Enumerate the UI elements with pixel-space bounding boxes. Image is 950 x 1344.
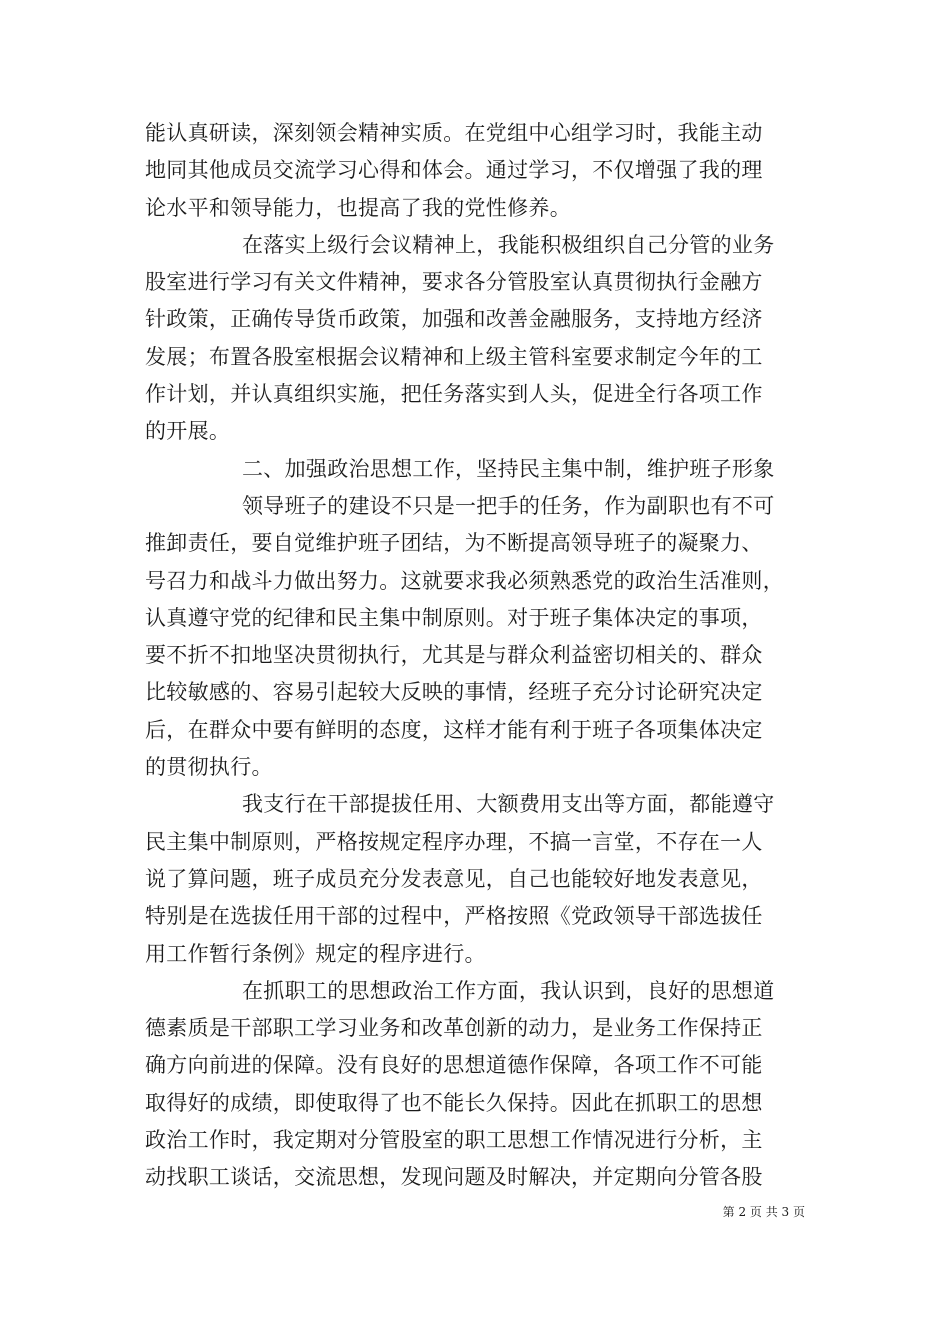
text-line: 作计划，并认真组织实施，把任务落实到人头，促进全行各项工作: [145, 382, 763, 407]
document-body: [145, 115, 810, 1197]
text-line: 论水平和领导能力，也提高了我的党性修养。: [145, 195, 571, 220]
text-line: 认真遵守党的纪律和民主集中制原则。对于班子集体决定的事项，: [145, 605, 763, 630]
text-line: 要不折不扣地坚决贯彻执行，尤其是与群众利益密切相关的、群众: [145, 643, 763, 668]
text-line: 政治工作时，我定期对分管股室的职工思想工作情况进行分析，主: [145, 1128, 763, 1153]
text-line: 针政策，正确传导货币政策，加强和改善金融服务，支持地方经济: [145, 307, 763, 332]
text-line: 说了算问题，班子成员充分发表意见，自己也能较好地发表意见，: [145, 866, 763, 891]
text-line: 的开展。: [145, 419, 231, 444]
text-line: 领导班子的建设不只是一把手的任务，作为副职也有不可: [242, 493, 775, 518]
text-line: 发展；布置各股室根据会议精神和上级主管科室要求制定今年的工: [145, 344, 763, 369]
text-line: 用工作暂行条例》规定的程序进行。: [145, 941, 486, 966]
text-line: 取得好的成绩，即使取得了也不能长久保持。因此在抓职工的思想: [145, 1090, 763, 1115]
text-line: 股室进行学习有关文件精神，要求各分管股室认真贯彻执行金融方: [145, 270, 763, 295]
text-line: 的贯彻执行。: [145, 755, 273, 780]
text-line: 在抓职工的思想政治工作方面，我认识到，良好的思想道: [242, 978, 775, 1003]
page-number: 第 2 页 共 3 页: [722, 1205, 805, 1219]
text-line: 地同其他成员交流学习心得和体会。通过学习，不仅增强了我的理: [145, 158, 763, 183]
text-line: 推卸责任，要自觉维护班子团结，为不断提高领导班子的凝聚力、: [145, 531, 763, 556]
text-line: 动找职工谈话，交流思想，发现问题及时解决，并定期向分管各股: [145, 1165, 763, 1190]
text-line: 后，在群众中要有鲜明的态度，这样才能有利于班子各项集体决定: [145, 717, 763, 742]
text-line: 能认真研读，深刻领会精神实质。在党组中心组学习时，我能主动: [145, 121, 763, 145]
section-heading: 二、加强政治思想工作，坚持民主集中制，维护班子形象: [242, 456, 775, 481]
text-line: 号召力和战斗力做出努力。这就要求我必须熟悉党的政治生活准则，: [145, 568, 784, 593]
text-line: 我支行在干部提拔任用、大额费用支出等方面，都能遵守: [242, 792, 775, 817]
text-line: 比较敏感的、容易引起较大反映的事情，经班子充分讨论研究决定: [145, 680, 763, 705]
text-line: 在落实上级行会议精神上，我能积极组织自己分管的业务: [242, 232, 775, 257]
text-line: 确方向前进的保障。没有良好的思想道德作保障，各项工作不可能: [145, 1053, 763, 1078]
text-line: 德素质是干部职工学习业务和改革创新的动力，是业务工作保持正: [145, 1016, 763, 1041]
text-line: 特别是在选拔任用干部的过程中，严格按照《党政领导干部选拔任: [145, 904, 763, 929]
text-line: 民主集中制原则，严格按规定程序办理，不搞一言堂，不存在一人: [145, 829, 763, 854]
